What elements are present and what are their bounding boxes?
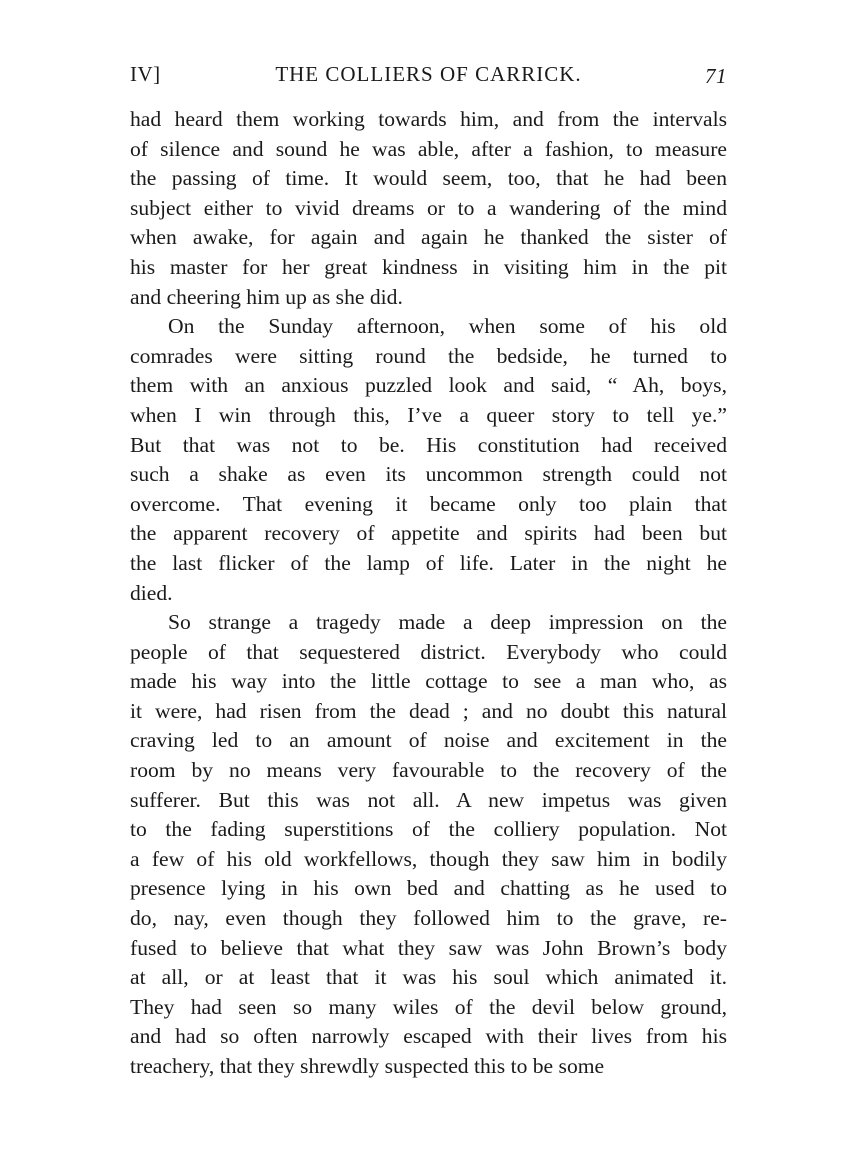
text-line: his master for her great kindness in visiting him in the pit <box>130 254 727 279</box>
text-line: They had seen so many wiles of the devil below ground, <box>130 994 727 1019</box>
text-line: room by no means very favourable to the recovery of the <box>130 758 727 783</box>
text-line: the apparent recovery of appetite and spirits had been but <box>130 521 727 546</box>
text-line: So strange a tragedy made a deep impression on the <box>168 610 727 635</box>
text-line: had heard them working towards him, and from the intervals <box>130 107 727 131</box>
text-line: do, nay, even though they followed him to the grave, re- <box>130 906 727 931</box>
text-line: sufferer. But this was not all. A new impetus was given <box>130 787 727 812</box>
text-line: them with an anxious puzzled look and said, “ Ah, boys, <box>130 373 727 398</box>
text-line: when I win through this, I’ve a queer story to tell ye.” <box>130 402 727 427</box>
text-line: people of that sequestered district. Everybody who could <box>130 639 727 664</box>
text-line: of silence and sound he was able, after a fashion, to measure <box>130 136 727 161</box>
text-line: presence lying in his own bed and chatting as he used to <box>130 876 727 901</box>
text-line: died. <box>130 580 173 605</box>
text-line: subject either to vivid dreams or to a wandering of the mind <box>130 195 727 220</box>
text-line: comrades were sitting round the bedside, he turned to <box>130 343 727 368</box>
text-line: craving led to an amount of noise and excitement in the <box>130 728 727 753</box>
text-line: and had so often narrowly escaped with their lives from his <box>130 1024 727 1049</box>
body-text <box>130 105 727 1082</box>
text-line: to the fading superstitions of the colliery population. Not <box>130 817 727 842</box>
running-head <box>130 62 727 92</box>
text-line: it were, had risen from the dead ; and no doubt this natural <box>130 698 727 723</box>
running-title: THE COLLIERS OF CARRICK. <box>275 62 582 86</box>
text-line: a few of his old workfellows, though they saw him in bodily <box>130 846 727 871</box>
text-line: made his way into the little cottage to see a man who, as <box>130 669 727 694</box>
text-line: and cheering him up as she did. <box>130 284 403 309</box>
text-line: fused to believe that what they saw was John Brown’s body <box>130 935 727 960</box>
text-line: But that was not to be. His constitution had received <box>130 432 727 457</box>
text-line: at all, or at least that it was his soul which animated it. <box>130 965 727 990</box>
text-line: such a shake as even its uncommon strength could not <box>130 462 727 487</box>
text-line: when awake, for again and again he thanked the sister of <box>130 225 727 250</box>
text-line: treachery, that they shrewdly suspected this to be some <box>130 1054 605 1078</box>
text-line: On the Sunday afternoon, when some of his old <box>168 314 727 339</box>
chapter-number: IV] <box>130 62 161 86</box>
page-number: 71 <box>705 64 727 88</box>
text-line: overcome. That evening it became only too plain that <box>130 491 727 516</box>
text-line: the passing of time. It would seem, too, that he had been <box>130 166 727 191</box>
text-line: the last flicker of the lamp of life. Later in the night he <box>130 550 727 575</box>
